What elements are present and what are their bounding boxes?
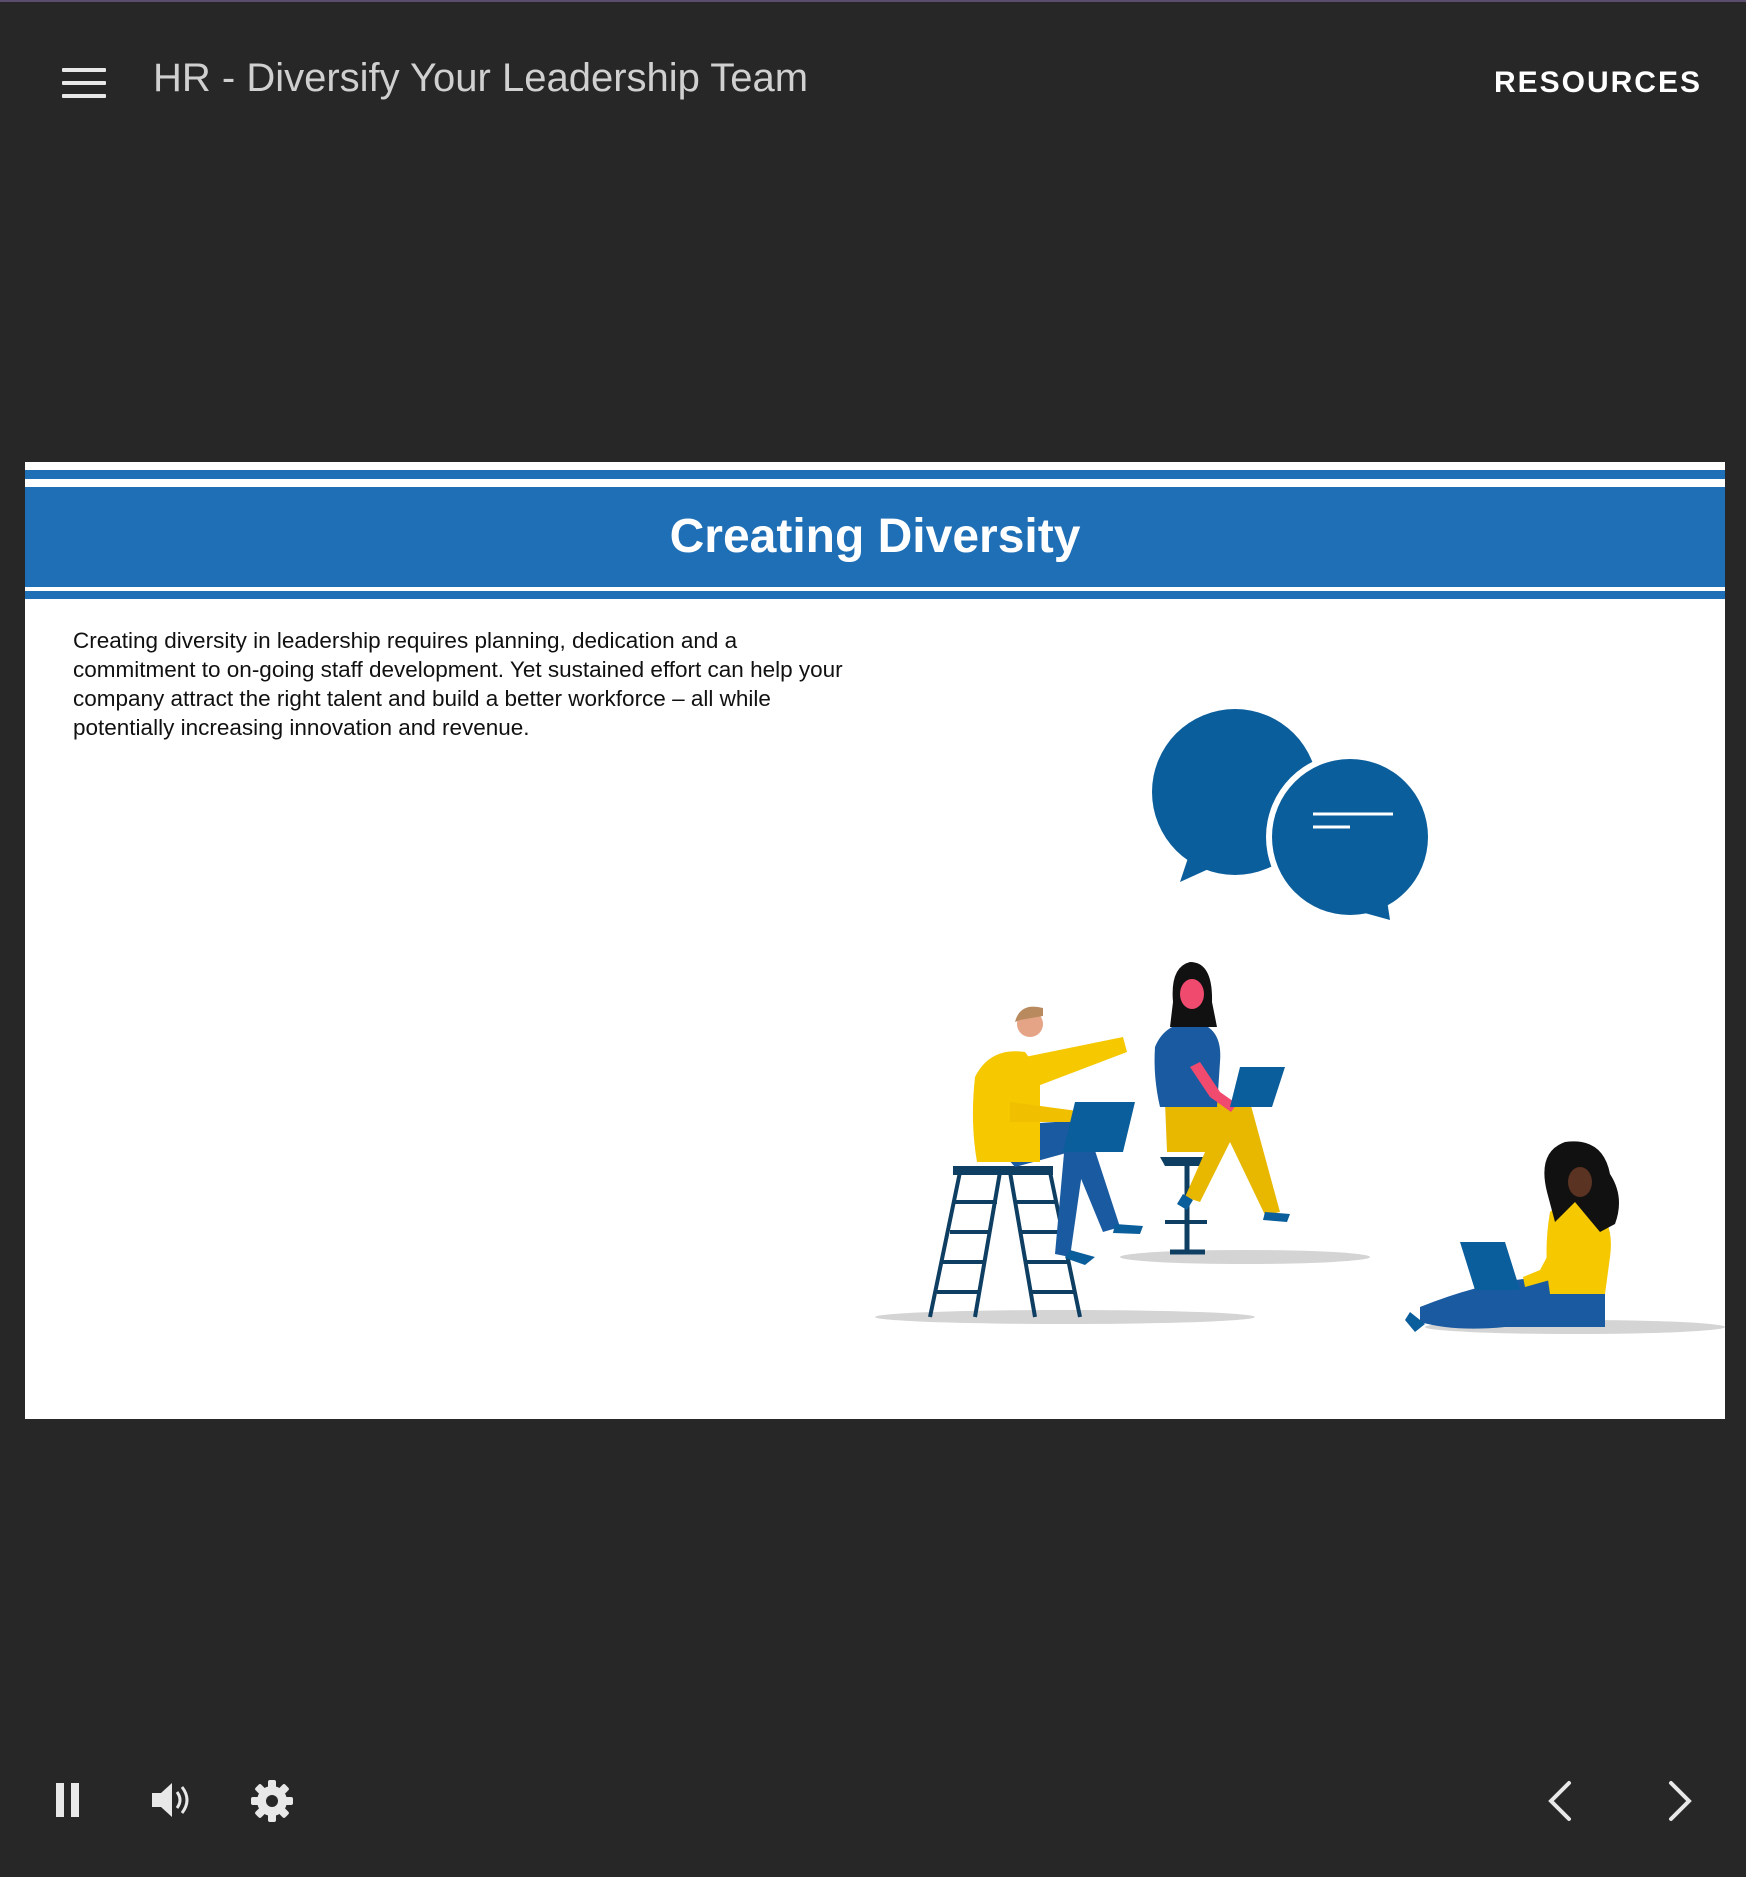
- team-collaboration-illustration: [875, 682, 1725, 1382]
- player-header: [0, 0, 1746, 170]
- pause-icon[interactable]: [55, 1782, 81, 1818]
- resources-button[interactable]: RESOURCES: [1493, 66, 1702, 99]
- woman-on-stool-figure: [1155, 962, 1290, 1252]
- hamburger-icon-bar: [62, 81, 106, 85]
- slide-body-text: Creating diversity in leadership requires planning, dedication and a commitment to on-going staff development. Yet sustained effort can help your company attract the right talent and build a better workforce – all while potentially increasing innovation and revenue.: [73, 628, 843, 740]
- title-band-top-stripe: [25, 470, 1725, 479]
- slide-content: [25, 462, 1725, 1419]
- previous-icon[interactable]: [1545, 1780, 1575, 1822]
- hamburger-icon-bar: [62, 94, 106, 98]
- woman-on-floor-figure: [1405, 1141, 1619, 1332]
- course-title: HR - Diversify Your Leadership Team: [153, 56, 809, 100]
- player-controls: [0, 1760, 1746, 1840]
- slide-title: Creating Diversity: [669, 510, 1081, 563]
- next-icon[interactable]: [1665, 1780, 1695, 1822]
- man-on-ladder-figure: [930, 1007, 1143, 1317]
- speech-bubbles-icon: [1152, 709, 1434, 921]
- volume-icon[interactable]: [150, 1780, 196, 1820]
- menu-button[interactable]: [60, 66, 108, 100]
- hamburger-icon: [62, 68, 106, 72]
- title-band-bottom-stripe: [25, 591, 1725, 599]
- settings-icon[interactable]: [250, 1779, 294, 1823]
